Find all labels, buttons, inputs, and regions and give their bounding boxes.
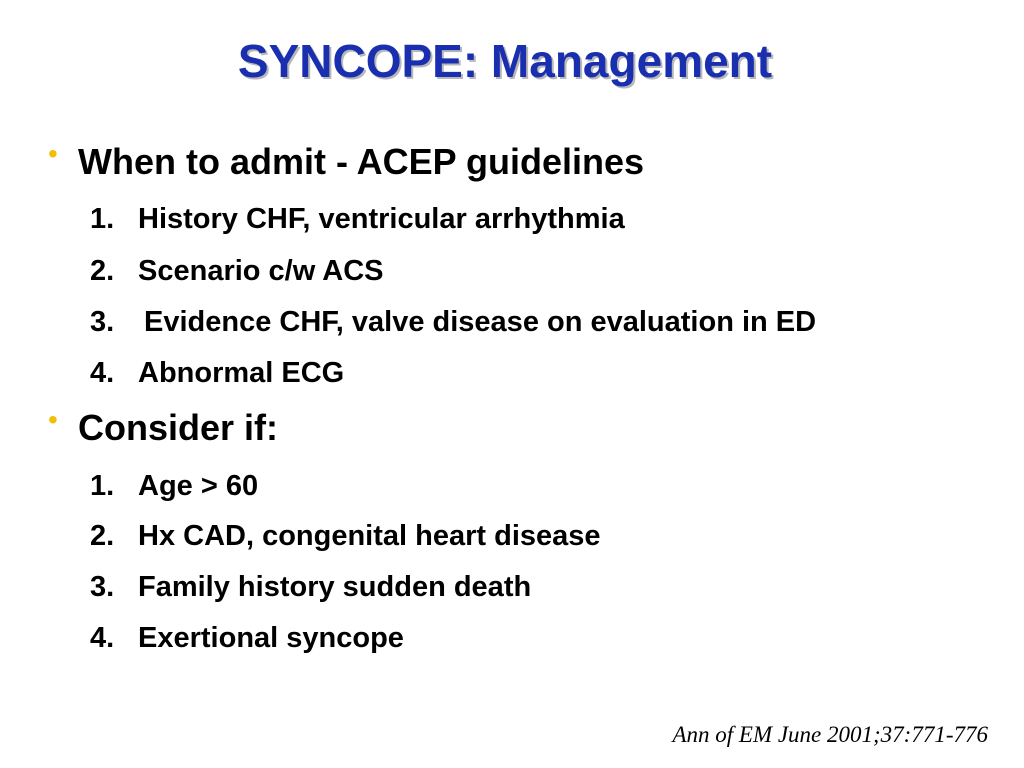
item-number: 4. <box>90 357 115 389</box>
list-item <box>90 356 344 390</box>
list-item <box>90 621 404 655</box>
item-number: 1. <box>90 470 115 502</box>
item-text: History CHF, ventricular arrhythmia <box>138 203 625 235</box>
item-number: 2. <box>90 255 115 287</box>
bullet-heading: When to admit - ACEP guidelines <box>78 141 645 182</box>
bullet-heading: Consider if: <box>78 407 279 448</box>
item-number: 1. <box>90 203 115 235</box>
list-item <box>90 202 625 236</box>
item-text: Evidence CHF, valve disease on evaluation in ED <box>144 306 817 338</box>
item-number: 2. <box>90 520 115 552</box>
item-number: 3. <box>90 306 115 338</box>
citation: Ann of EM June 2001;37:771-776 <box>672 722 988 747</box>
item-number: 4. <box>90 622 115 654</box>
bullet-admit <box>48 138 645 182</box>
bullet-dot-icon: • <box>48 138 58 169</box>
list-item <box>90 305 816 339</box>
item-text: Abnormal ECG <box>138 357 345 389</box>
bullet-consider <box>48 404 279 448</box>
list-item <box>90 570 531 604</box>
list-item <box>90 469 258 503</box>
slide-title: SYNCOPE: Management <box>237 35 773 87</box>
list-item <box>90 519 601 553</box>
item-text: Hx CAD, congenital heart disease <box>138 520 601 552</box>
item-text: Age > 60 <box>138 470 259 502</box>
item-text: Exertional syncope <box>138 622 404 654</box>
item-text: Scenario c/w ACS <box>138 255 384 287</box>
bullet-dot-icon: • <box>48 404 58 435</box>
item-number: 3. <box>90 571 115 603</box>
item-text: Family history sudden death <box>138 571 532 603</box>
list-item <box>90 254 384 288</box>
